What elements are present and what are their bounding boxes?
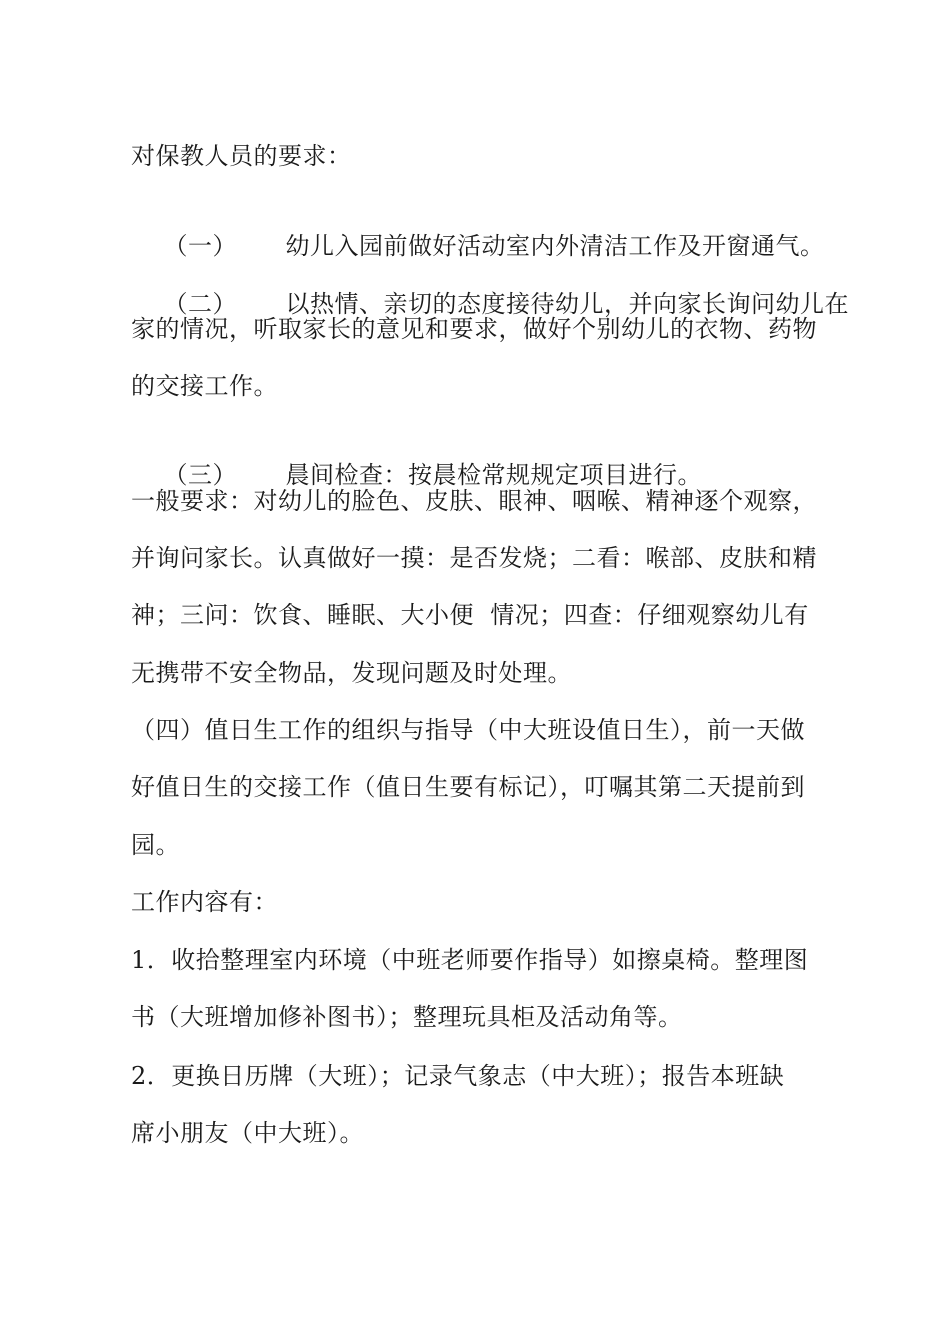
general-requirements-line-4: 无携带不安全物品，发现问题及时处理。 <box>131 659 572 687</box>
work-item-2-line-1: 2．更换日历牌（大班）；记录气象志（中大班）；报告本班缺 <box>131 1062 785 1090</box>
work-item-1-line-1: 1．收拾整理室内环境（中班老师要作指导）如擦桌椅。整理图 <box>131 946 809 974</box>
item-2-line-3: 的交接工作。 <box>131 372 278 400</box>
item-3-text: 晨间检查：按晨检常规规定项目进行。 <box>285 461 703 489</box>
general-requirements-line-1: 一般要求：对幼儿的脸色、皮肤、眼神、咽喉、精神逐个观察， <box>131 487 817 515</box>
item-4-line-1: （四）值日生工作的组织与指导（中大班设值日生），前一天做 <box>131 716 805 744</box>
work-item-1-line-2: 书（大班增加修补图书）；整理玩具柜及活动角等。 <box>131 1003 683 1031</box>
general-requirements-line-3: 神；三问：饮食、睡眠、大小便 情况；四查：仔细观察幼儿有 <box>131 601 809 629</box>
item-1-text: 幼儿入园前做好活动室内外清洁工作及开窗通气。 <box>285 232 825 260</box>
item-4-line-3: 园。 <box>131 831 180 859</box>
work-item-2-line-2: 席小朋友（中大班）。 <box>131 1119 364 1147</box>
item-4-line-2: 好值日生的交接工作（值日生要有标记），叮嘱其第二天提前到 <box>131 773 805 801</box>
item-3-label: （三） <box>163 461 238 489</box>
general-requirements-line-2: 并询问家长。认真做好一摸：是否发烧；二看：喉部、皮肤和精 <box>131 544 817 572</box>
work-content-heading: 工作内容有： <box>131 888 278 916</box>
item-2-line-2: 家的情况，听取家长的意见和要求，做好个别幼儿的衣物、药物 <box>131 315 817 343</box>
item-2-label: （二） <box>163 290 238 318</box>
item-2-text-1: 以热情、亲切的态度接待幼儿，并向家长询问幼儿在 <box>285 290 850 318</box>
staff-requirements-heading: 对保教人员的要求： <box>131 142 352 170</box>
item-1-label: （一） <box>163 232 238 260</box>
